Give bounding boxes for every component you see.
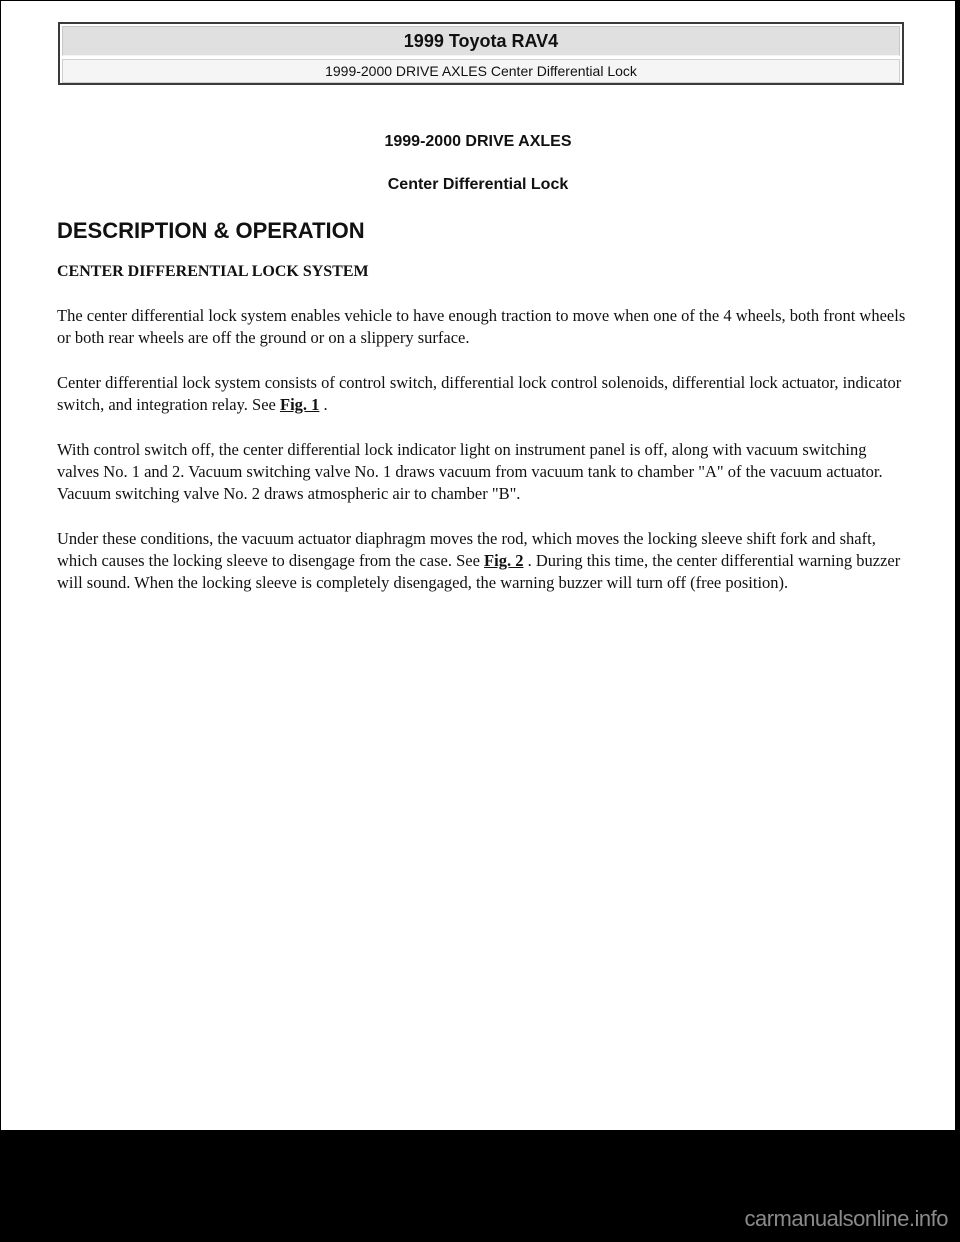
fig-1-link[interactable]: Fig. 1 xyxy=(279,395,320,414)
vehicle-title: 1999 Toyota RAV4 xyxy=(62,26,900,56)
paragraph-text: Center differential lock system consists of control switch, differential lock control solenoids, differential lock actuator, indicator switch, and integration relay. See xyxy=(57,373,902,414)
watermark: carmanualsonline.info xyxy=(744,1206,948,1231)
paragraph-intro: The center differential lock system enables vehicle to have enough traction to move when one of the 4 wheels, both front wheels or both rear wheels are off the ground or on a slippery surface. xyxy=(57,306,906,347)
section-subtitle: 1999-2000 DRIVE AXLES Center Differential Lock xyxy=(62,59,900,83)
paragraph-components xyxy=(57,372,907,416)
paragraph-text: . xyxy=(319,395,328,414)
fig-2-link[interactable]: Fig. 2 xyxy=(484,551,524,570)
paragraph-conditions xyxy=(57,528,907,594)
paragraph-switch-off: With control switch off, the center differential lock indicator light on instrument panel is off, along with vacuum switching valves No. 1 and 2. Vacuum switching valve No. 1 draws vacuum from vacuum tank to chamber "A" of the vacuum actuator. Vacuum switching valve No. 2 draws atmospheric air to chamber "B". xyxy=(57,440,883,503)
paragraph-text: Under these conditions, the vacuum actuator diaphragm moves the rod, which moves the locking sleeve shift fork and shaft, which causes the locking sleeve to disengage from the case. See xyxy=(57,529,876,570)
page-header xyxy=(58,22,904,85)
document-title: 1999-2000 DRIVE AXLES xyxy=(384,133,572,150)
document-subtitle: Center Differential Lock xyxy=(387,176,569,193)
document-page xyxy=(1,1,955,1130)
paragraph-text: . During this time, the center differential warning buzzer will sound. When the locking sleeve is completely disengaged, the warning buzzer will turn off (free position). xyxy=(57,551,901,592)
sub-heading: CENTER DIFFERENTIAL LOCK SYSTEM xyxy=(57,263,369,280)
section-heading: DESCRIPTION & OPERATION xyxy=(57,218,365,243)
